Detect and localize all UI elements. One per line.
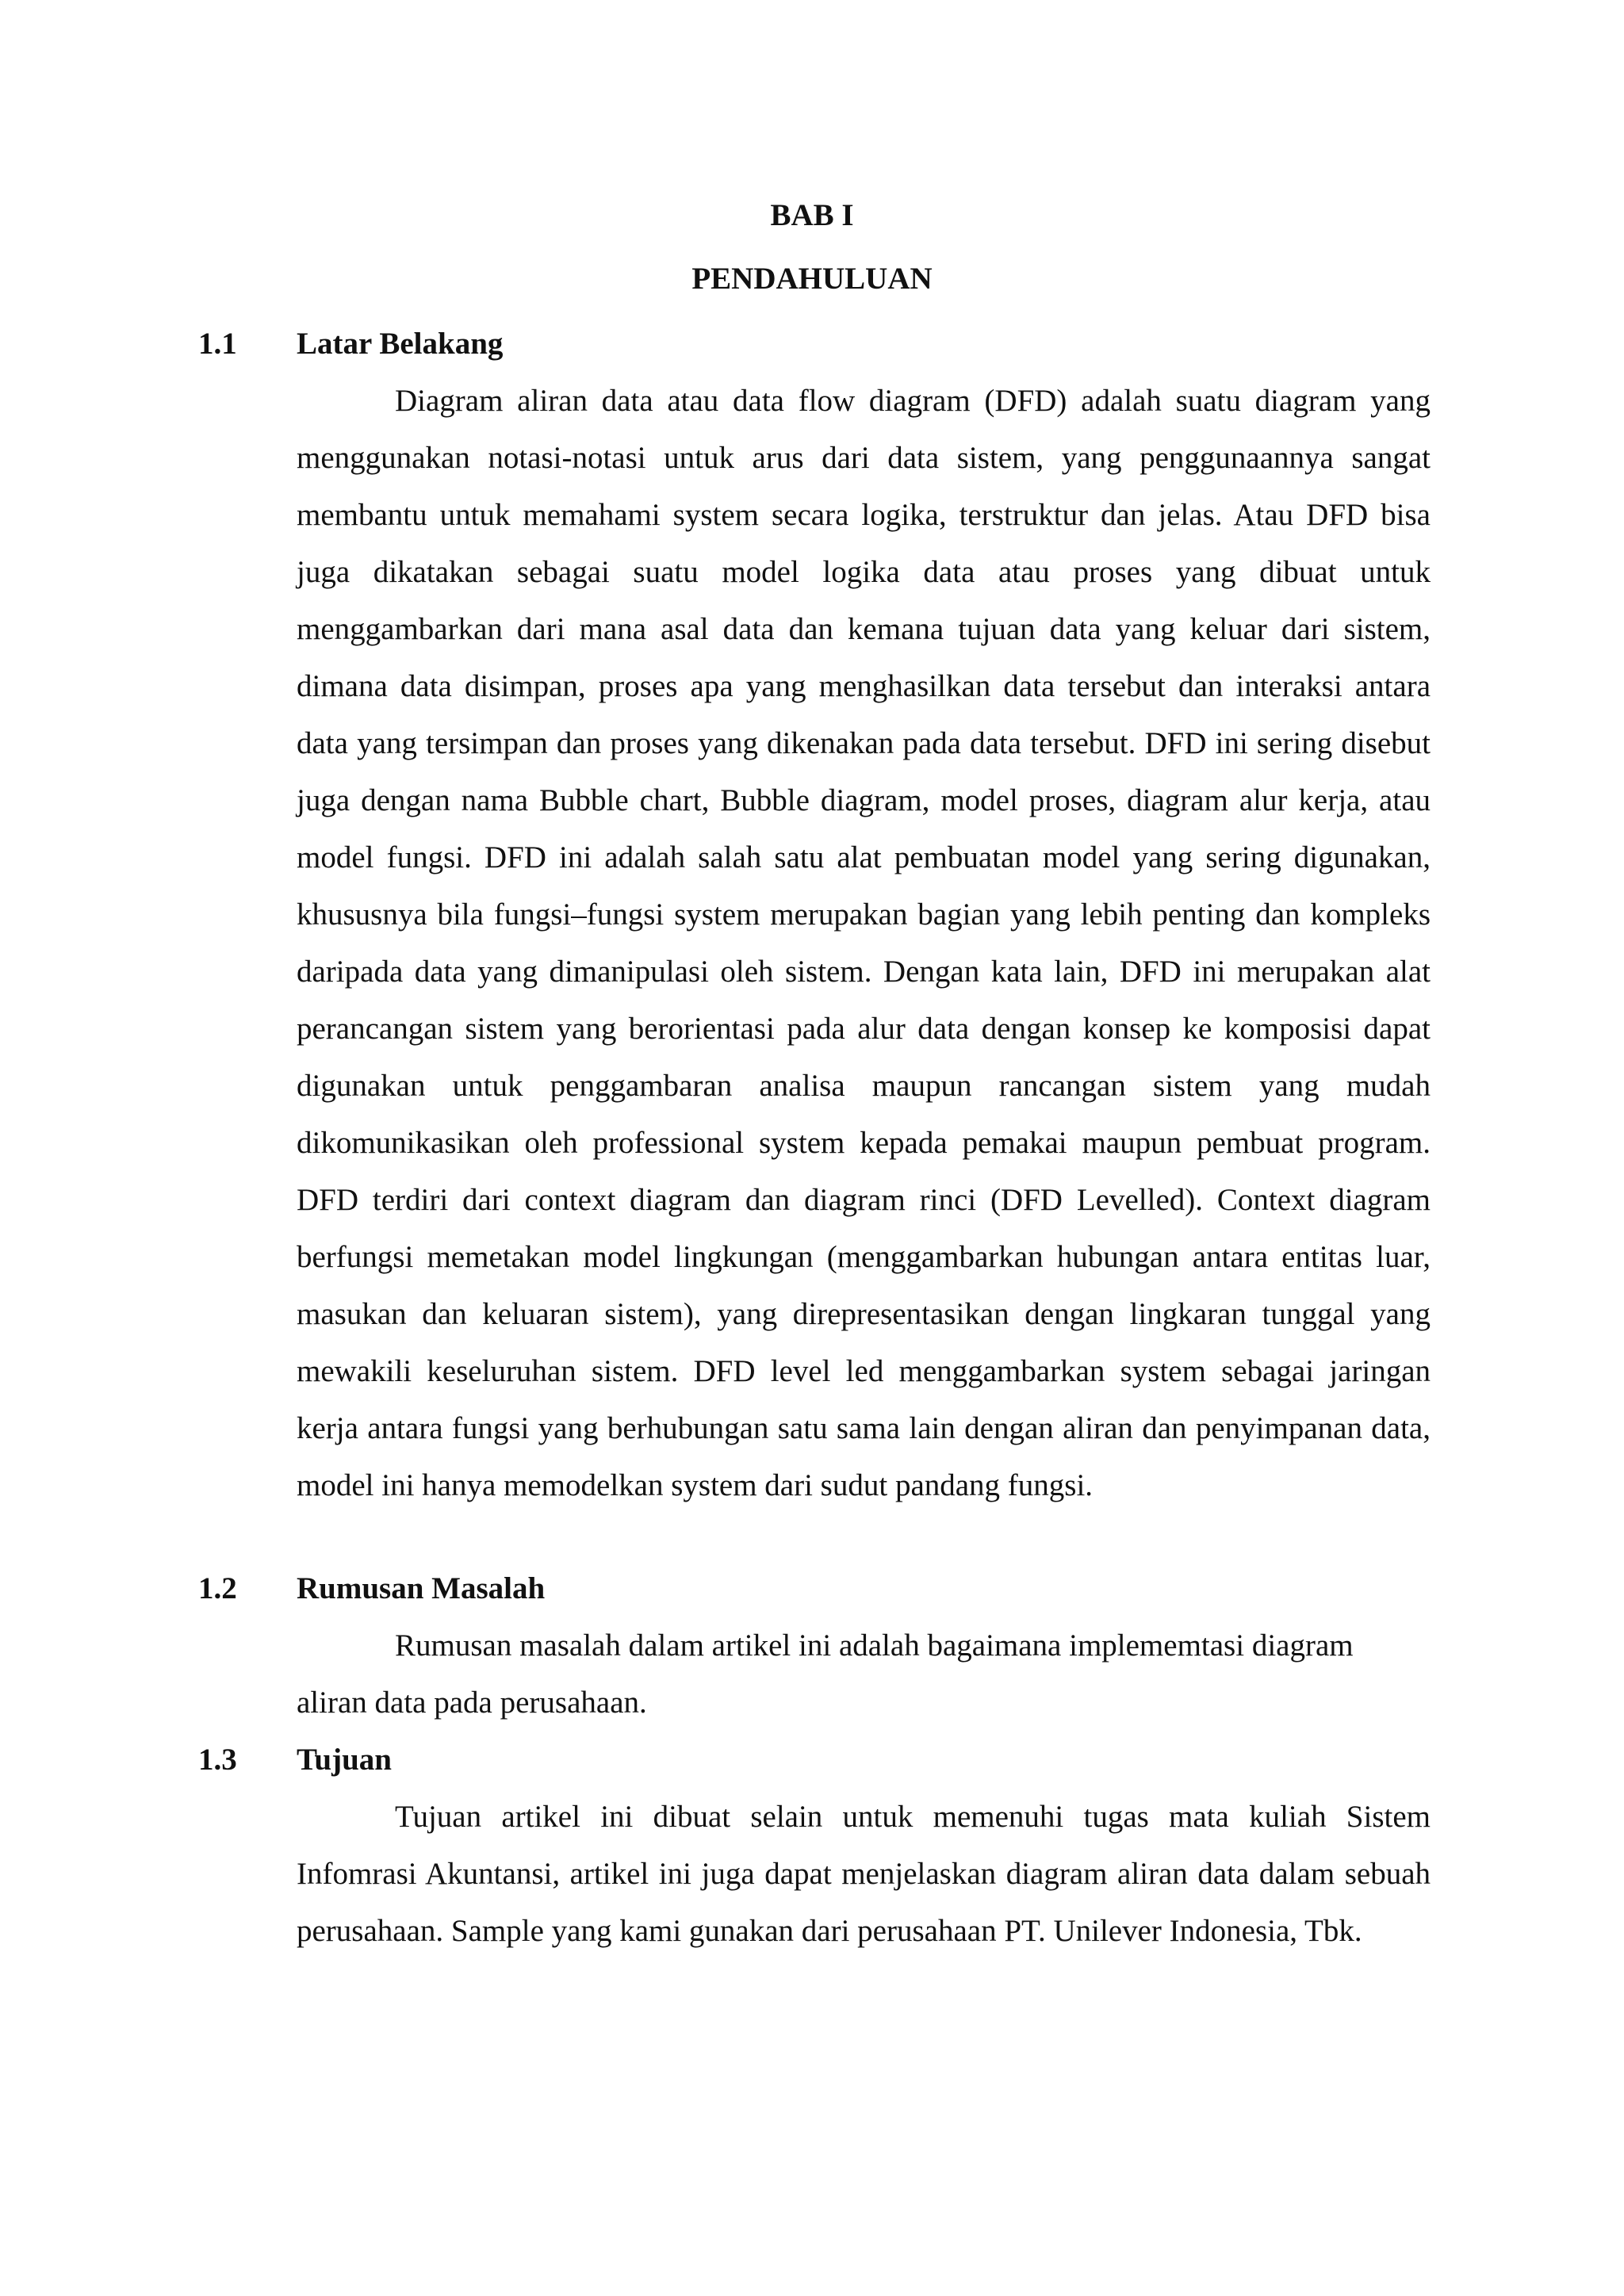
paragraph-latar-belakang: Diagram aliran data atau data flow diagram (DFD) adalah suatu diagram yang menggunakan notasi-notasi untuk arus dari data sistem, yang penggunaannya sangat membantu untuk memahami system secara logika, terstruktur dan jelas. Atau DFD bisa juga dikatakan sebagai suatu model logika data atau proses yang dibuat untuk menggambarkan dari mana asal data dan kemana tujuan data yang keluar dari sistem, dimana data disimpan, proses apa yang menghasilkan data tersebut dan interaksi antara data yang tersimpan dan proses yang dikenakan pada data tersebut. DFD ini sering disebut juga dengan nama Bubble chart, Bubble diagram, model proses, diagram alur kerja, atau model fungsi. DFD ini adalah salah satu alat pembuatan model yang sering digunakan, khususnya bila fungsi–fungsi system merupakan bagian yang lebih penting dan kompleks daripada data yang dimanipulasi oleh sistem. Dengan kata lain, DFD ini merupakan alat perancangan sistem yang berorientasi pada alur data dengan konsep ke komposisi dapat digunakan untuk penggambaran analisa maupun rancangan sistem yang mudah dikomunikasikan oleh professional system kepada pemakai maupun pembuat program. DFD terdiri dari context diagram dan diagram rinci (DFD Levelled). Context diagram berfungsi memetakan model lingkungan (menggambarkan hubungan antara entitas luar, masukan dan keluaran sistem), yang direpresentasikan dengan lingkaran tunggal yang mewakili keseluruhan sistem. DFD level led menggambarkan system sebagai jaringan kerja antara fungsi yang berhubungan satu sama lain dengan aliran dan penyimpanan data, model ini hanya memodelkan system dari sudut pandang fungsi. — [297, 384, 1431, 1502]
chapter-label: BAB I — [770, 198, 854, 232]
section-number: 1.3 — [198, 1743, 237, 1777]
section-title: Latar Belakang — [297, 327, 504, 361]
chapter-title: PENDAHULUAN — [691, 262, 933, 296]
section-title: Tujuan — [297, 1743, 392, 1777]
section-heading-tujuan — [198, 1732, 392, 1789]
paragraph-rumusan-masalah: Rumusan masalah dalam artikel ini adalah bagaimana implememtasi diagram aliran data pada perusahaan. — [297, 1628, 1354, 1720]
section-heading-latar-belakang — [198, 316, 503, 373]
paragraph-tujuan: Tujuan artikel ini dibuat selain untuk memenuhi tugas mata kuliah Sistem Infomrasi Akuntansi, artikel ini juga dapat menjelaskan diagram aliran data dalam sebuah perusahaan. Sample yang kami gunakan dari perusahaan PT. Unilever Indonesia, Tbk. — [297, 1800, 1431, 1948]
section-number: 1.1 — [198, 327, 237, 361]
section-heading-rumusan-masalah — [198, 1560, 545, 1617]
section-title: Rumusan Masalah — [297, 1571, 546, 1605]
section-number: 1.2 — [198, 1571, 237, 1605]
